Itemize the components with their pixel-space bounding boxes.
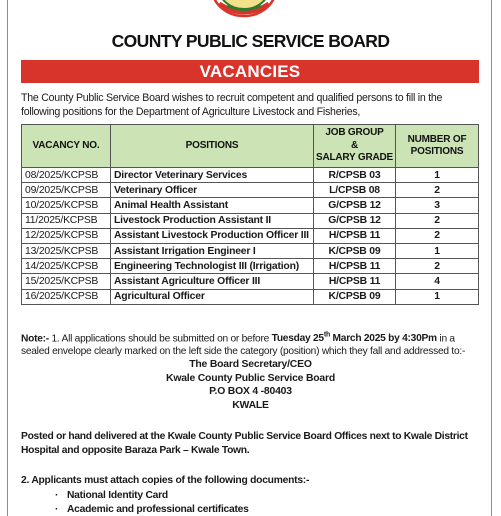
table-row [22,213,479,228]
cell-position: Assistant Livestock Production Officer III [111,228,314,243]
cell-job-group: L/CPSB 08 [314,183,396,198]
cell-vacancy-no: 16/2025/KCPSB [22,289,111,304]
header-positions: POSITIONS [111,125,314,168]
cell-job-group: K/CPSB 09 [314,243,396,258]
cell-position: Veterinary Officer [111,183,314,198]
table-row [22,243,479,258]
note-paragraph [21,329,485,358]
address-block [0,358,501,412]
vacancies-table [21,124,479,305]
header-job-group-line3: SALARY GRADE [315,152,394,164]
address-line-1: The Board Secretary/CEO [189,359,312,370]
cell-number-of-positions: 1 [396,243,479,258]
address-line-2: Kwale County Public Service Board [166,372,335,384]
cell-vacancy-no: 11/2025/KCPSB [22,213,111,228]
table-row [22,198,479,213]
required-documents [21,474,481,516]
cell-number-of-positions: 3 [396,198,479,213]
header-job-group-line2: & [350,139,359,151]
table-row [22,259,479,274]
cell-job-group: H/CPSB 11 [314,259,396,274]
intro-paragraph: The County Public Service Board wishes to recruit competent and qualified persons to fill in the following positions for the Department of Agriculture Livestock and Fisheries, [21,92,443,118]
cell-position: Engineering Technologist III (Irrigation) [111,259,314,274]
table-row [22,228,479,243]
cell-job-group: K/CPSB 09 [314,289,396,304]
documents-heading: 2. Applicants must attach copies of the following documents:- [21,475,310,486]
cell-position: Livestock Production Assistant II [111,213,314,228]
cell-vacancy-no: 10/2025/KCPSB [22,198,111,213]
cell-position: Assistant Irrigation Engineer I [111,243,314,258]
cell-number-of-positions: 4 [396,274,479,289]
board-title: COUNTY PUBLIC SERVICE BOARD [111,31,390,51]
header-job-group-line1: JOB GROUP [325,127,384,139]
cell-vacancy-no: 12/2025/KCPSB [22,228,111,243]
header-vacancy-no: VACANCY NO. [22,125,111,168]
list-item: · Academic and professional certificates [55,504,249,515]
county-seal-logo [205,0,283,20]
header-number-line1: NUMBER OF [407,133,467,145]
table-header-row [22,125,479,168]
header-number-of-positions [396,125,479,168]
documents-list [21,489,481,516]
cell-vacancy-no: 13/2025/KCPSB [22,243,111,258]
list-item: · National Identity Card [55,490,168,501]
cell-number-of-positions: 2 [396,183,479,198]
table-row [22,168,479,183]
table-row [22,183,479,198]
cell-vacancy-no: 14/2025/KCPSB [22,259,111,274]
cell-job-group: G/CPSB 12 [314,213,396,228]
cell-vacancy-no: 09/2025/KCPSB [22,183,111,198]
cell-position: Director Veterinary Services [111,168,314,183]
cell-job-group: R/CPSB 03 [314,168,396,183]
header-job-group [314,125,396,168]
note-label: Note:- [21,333,49,345]
cell-number-of-positions: 2 [396,213,479,228]
cell-number-of-positions: 1 [396,168,479,183]
cell-number-of-positions: 2 [396,228,479,243]
cell-job-group: G/CPSB 12 [314,198,396,213]
cell-position: Agricultural Officer [111,289,314,304]
cell-job-group: H/CPSB 11 [314,274,396,289]
cell-vacancy-no: 08/2025/KCPSB [22,168,111,183]
cell-position: Assistant Agriculture Officer III [111,274,314,289]
header-number-line2: POSITIONS [410,146,464,157]
table-row [22,289,479,304]
cell-number-of-positions: 2 [396,259,479,274]
cell-number-of-positions: 1 [396,289,479,304]
table-body [22,168,479,305]
cell-vacancy-no: 15/2025/KCPSB [22,274,111,289]
document-item-label: Academic and professional certificates [67,504,249,515]
address-line-4: KWALE [232,399,269,411]
note-deadline: Tuesday 25th March 2025 by 4:30Pm [271,332,437,345]
note-text-after: in a sealed envelope clearly marked on the left side the category (position) which they fall and addressed to:- [21,333,466,358]
table-row [22,274,479,289]
cell-job-group: H/CPSB 11 [314,228,396,243]
note-text-before: 1. All applications should be submitted on or before [48,333,272,345]
document-item-label: National Identity Card [67,490,168,501]
cell-position: Animal Health Assistant [111,198,314,213]
address-line-3: P.O BOX 4 -80403 [209,386,292,397]
delivery-instructions: Posted or hand delivered at the Kwale County Public Service Board Offices next to Kwale District Hospital and opposite Baraza Park – Kwale Town. [21,431,468,456]
vacancies-banner: VACANCIES [21,60,479,83]
